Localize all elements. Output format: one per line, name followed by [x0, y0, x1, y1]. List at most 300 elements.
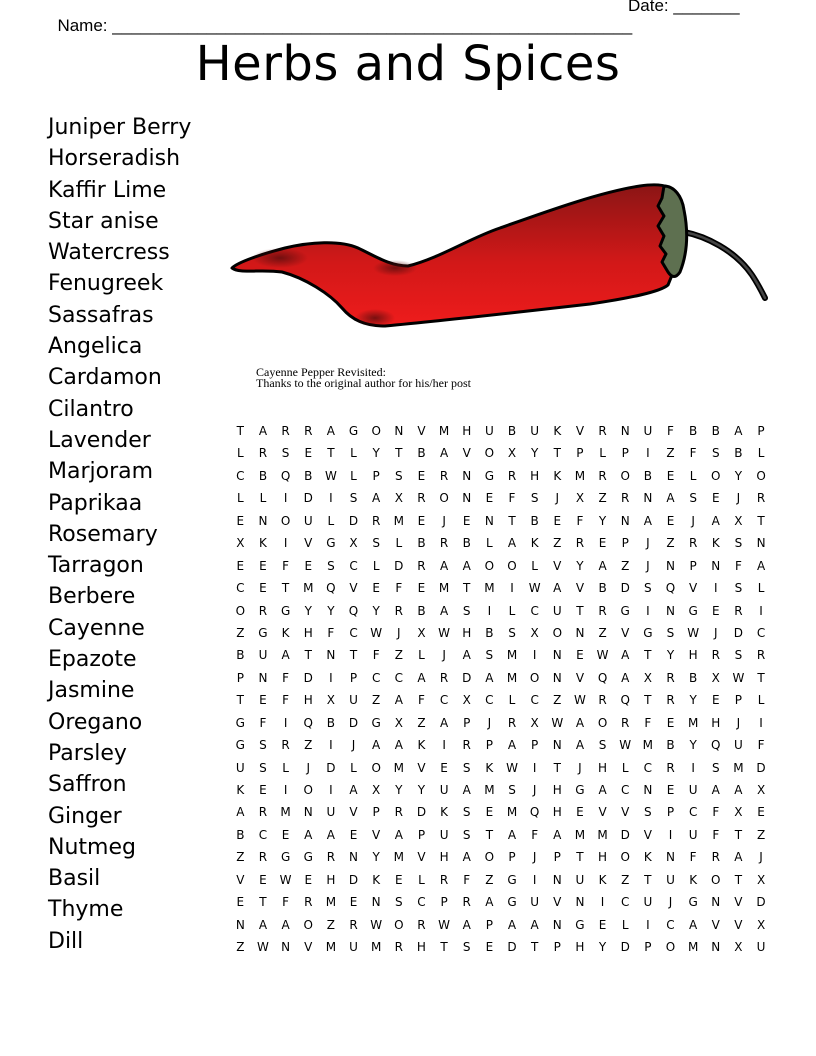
grid-letter: D — [394, 558, 404, 573]
grid-letter: D — [620, 940, 630, 955]
grid-letter: B — [689, 670, 698, 685]
grid-letter: D — [303, 670, 313, 685]
grid-letter: F — [644, 715, 652, 730]
grid-letter: W — [324, 468, 337, 483]
grid-letter: Z — [598, 491, 607, 506]
grid-letter: D — [348, 513, 359, 528]
grid-letter: B — [530, 513, 539, 528]
grid-letter: S — [734, 536, 743, 551]
grid-letter: Y — [576, 558, 584, 573]
grid-letter: C — [688, 805, 698, 820]
grid-letter: R — [258, 805, 268, 820]
grid-letter: I — [532, 872, 537, 887]
grid-letter: Z — [236, 625, 245, 640]
grid-letter: Z — [666, 446, 675, 461]
grid-letter: Z — [236, 850, 245, 865]
grid-letter: H — [575, 940, 585, 955]
grid-letter: A — [439, 446, 449, 461]
grid-letter: M — [325, 895, 337, 910]
grid-letter: K — [440, 805, 449, 820]
grid-letter: E — [349, 895, 358, 910]
grid-letter: P — [485, 738, 493, 753]
grid-letter: L — [395, 536, 403, 551]
grid-letter: Q — [665, 581, 676, 596]
grid-letter: R — [666, 760, 675, 775]
grid-letter: E — [395, 872, 403, 887]
grid-letter: H — [711, 715, 721, 730]
grid-letter: X — [756, 783, 766, 797]
grid-letter: N — [711, 558, 721, 573]
grid-letter: L — [282, 760, 289, 775]
grid-letter: N — [756, 536, 766, 551]
grid-letter: O — [529, 670, 540, 685]
grid-letter: L — [486, 536, 493, 551]
grid-letter: P — [553, 940, 561, 955]
grid-letter: H — [462, 625, 472, 640]
grid-letter: B — [417, 536, 426, 551]
grid-letter: W — [619, 738, 632, 753]
grid-letter: P — [485, 917, 493, 932]
word-list-item: Sassafras — [48, 302, 154, 328]
grid-letter: K — [711, 536, 720, 551]
grid-letter: M — [574, 468, 586, 483]
word-list-item: Cilantro — [48, 396, 134, 422]
grid-letter: N — [371, 895, 381, 910]
grid-letter: W — [257, 940, 269, 955]
word-search-grid — [229, 420, 772, 959]
grid-letter: T — [530, 940, 539, 955]
grid-letter: T — [644, 648, 652, 663]
grid-letter: A — [439, 715, 449, 730]
grid-letter: I — [487, 603, 492, 618]
grid-letter: U — [530, 424, 540, 438]
grid-letter: P — [621, 536, 629, 551]
grid-letter: R — [666, 670, 675, 685]
grid-letter: I — [646, 446, 650, 461]
grid-letter: L — [236, 446, 244, 461]
grid-letter: I — [329, 491, 333, 506]
grid-letter: I — [759, 715, 763, 730]
grid-letter: E — [259, 783, 267, 797]
grid-letter: G — [575, 917, 585, 932]
grid-letter: G — [484, 468, 495, 483]
grid-letter: H — [439, 850, 449, 865]
grid-letter: O — [394, 917, 404, 932]
grid-letter: R — [258, 446, 268, 461]
grid-letter: C — [417, 895, 426, 910]
grid-letter: L — [350, 446, 357, 461]
grid-letter: A — [575, 715, 585, 730]
grid-letter: U — [756, 940, 766, 955]
grid-letter: R — [621, 715, 630, 730]
grid-letter: X — [530, 715, 539, 730]
grid-letter: J — [736, 491, 741, 506]
grid-letter: E — [666, 715, 675, 730]
grid-letter: E — [666, 468, 675, 483]
grid-letter: M — [484, 581, 495, 596]
grid-letter: E — [485, 491, 494, 506]
grid-letter: I — [283, 783, 288, 797]
grid-letter: F — [282, 693, 290, 708]
grid-letter: V — [621, 625, 630, 640]
grid-letter: M — [484, 783, 495, 797]
word-list-item: Watercress — [48, 240, 170, 266]
grid-letter: J — [691, 513, 695, 528]
grid-letter: Q — [303, 715, 313, 730]
grid-letter: N — [462, 491, 472, 506]
grid-letter: V — [417, 760, 426, 775]
grid-letter: U — [258, 648, 268, 663]
word-list-item: Berbere — [48, 584, 136, 610]
grid-letter: S — [666, 625, 675, 640]
grid-letter: S — [689, 491, 697, 506]
grid-letter: E — [598, 536, 607, 551]
grid-letter: W — [573, 693, 586, 708]
grid-letter: C — [621, 783, 630, 797]
grid-letter: W — [370, 625, 383, 640]
grid-letter: Y — [689, 738, 697, 753]
grid-letter: A — [689, 917, 698, 932]
grid-letter: S — [644, 805, 652, 820]
grid-letter: J — [397, 625, 401, 640]
grid-letter: E — [349, 827, 358, 842]
grid-letter: X — [507, 446, 517, 461]
grid-letter: U — [688, 827, 698, 842]
grid-letter: M — [280, 805, 291, 820]
grid-letter: J — [714, 625, 718, 640]
grid-letter: R — [711, 850, 720, 865]
grid-letter: N — [258, 513, 268, 528]
word-list-item: Nutmeg — [48, 834, 136, 860]
grid-letter: H — [326, 872, 336, 887]
grid-letter: H — [688, 648, 698, 663]
grid-letter: J — [646, 536, 650, 551]
grid-letter: B — [462, 536, 471, 551]
grid-letter: S — [530, 491, 539, 506]
grid-letter: Z — [756, 827, 766, 842]
grid-letter: I — [532, 648, 537, 663]
grid-letter: E — [440, 760, 448, 775]
grid-letter: R — [371, 513, 381, 528]
grid-letter: I — [283, 715, 288, 730]
grid-letter: S — [598, 738, 607, 753]
word-list-item: Tarragon — [48, 553, 144, 579]
grid-letter: I — [532, 760, 537, 775]
grid-letter: N — [711, 940, 721, 955]
grid-letter: R — [598, 424, 607, 438]
grid-letter: R — [439, 468, 449, 483]
grid-letter: V — [462, 446, 471, 461]
grid-letter: T — [304, 648, 312, 663]
grid-letter: F — [463, 872, 471, 887]
grid-letter: E — [417, 468, 426, 483]
grid-letter: H — [416, 940, 426, 955]
grid-letter: C — [643, 760, 653, 775]
grid-letter: A — [462, 783, 471, 797]
grid-letter: O — [756, 468, 766, 483]
grid-letter: F — [372, 648, 380, 663]
grid-letter: A — [530, 917, 539, 932]
grid-letter: I — [646, 603, 650, 618]
grid-letter: T — [349, 648, 358, 663]
grid-letter: X — [756, 872, 766, 887]
grid-letter: P — [666, 805, 675, 820]
grid-letter: M — [506, 805, 518, 820]
grid-letter: V — [643, 827, 652, 842]
grid-letter: R — [417, 491, 426, 506]
grid-letter: U — [575, 872, 585, 887]
grid-letter: R — [304, 424, 313, 438]
grid-letter: N — [552, 872, 562, 887]
grid-letter: V — [553, 558, 562, 573]
grid-letter: E — [711, 693, 720, 708]
grid-letter: I — [329, 738, 333, 753]
grid-letter: Z — [236, 940, 245, 955]
grid-letter: V — [575, 581, 585, 596]
grid-letter: A — [258, 917, 268, 932]
grid-letter: A — [621, 648, 630, 663]
grid-letter: B — [326, 715, 335, 730]
grid-letter: O — [597, 715, 608, 730]
grid-letter: E — [666, 783, 675, 797]
word-list-item: Paprikaa — [48, 490, 143, 516]
word-list-item: Parsley — [48, 740, 127, 766]
grid-letter: S — [485, 648, 494, 663]
grid-letter: T — [236, 424, 244, 438]
grid-letter: O — [552, 625, 563, 640]
grid-letter: A — [326, 827, 335, 842]
grid-letter: Z — [485, 872, 494, 887]
grid-letter: E — [666, 513, 675, 528]
grid-letter: H — [462, 424, 472, 438]
grid-letter: C — [394, 670, 403, 685]
grid-letter: E — [259, 872, 267, 887]
grid-letter: K — [553, 424, 562, 438]
word-list-item: Horseradish — [48, 146, 181, 172]
grid-letter: R — [507, 468, 517, 483]
grid-letter: N — [484, 513, 494, 528]
grid-letter: H — [598, 850, 608, 865]
grid-letter: X — [394, 491, 403, 506]
grid-letter: C — [666, 917, 675, 932]
grid-letter: A — [258, 424, 268, 438]
grid-letter: L — [757, 446, 765, 461]
grid-letter: U — [688, 783, 698, 797]
grid-letter: B — [258, 468, 268, 483]
grid-letter: M — [687, 715, 699, 730]
grid-letter: W — [732, 670, 745, 685]
grid-letter: R — [439, 670, 449, 685]
grid-letter: P — [531, 738, 539, 753]
grid-letter: C — [756, 625, 766, 640]
grid-letter: A — [711, 513, 720, 528]
grid-letter: X — [394, 715, 403, 730]
grid-letter: M — [642, 738, 654, 753]
grid-letter: P — [757, 424, 765, 438]
grid-letter: E — [711, 491, 720, 506]
grid-letter: F — [734, 558, 742, 573]
grid-letter: D — [348, 872, 359, 887]
grid-letter: O — [484, 558, 495, 573]
grid-letter: K — [281, 625, 290, 640]
grid-letter: I — [646, 917, 650, 932]
grid-letter: P — [734, 693, 743, 708]
grid-letter: M — [506, 648, 518, 663]
grid-letter: G — [371, 715, 381, 730]
grid-letter: E — [576, 648, 584, 663]
grid-letter: G — [620, 603, 630, 618]
grid-letter: Y — [372, 850, 380, 865]
grid-letter: P — [689, 558, 697, 573]
grid-letter: A — [349, 783, 358, 797]
grid-letter: X — [734, 805, 743, 820]
grid-letter: N — [666, 558, 675, 573]
grid-letter: N — [575, 625, 585, 640]
grid-letter: E — [711, 603, 720, 618]
grid-letter: A — [462, 648, 471, 663]
date-field-label: Date: _______ — [628, 0, 740, 15]
grid-letter: Z — [553, 693, 562, 708]
grid-letter: R — [507, 715, 517, 730]
grid-letter: U — [734, 738, 743, 753]
grid-letter: N — [552, 917, 562, 932]
grid-letter: E — [757, 805, 765, 820]
grid-letter: J — [442, 513, 446, 528]
grid-letter: X — [711, 670, 720, 685]
grid-letter: D — [462, 670, 472, 685]
grid-letter: Y — [530, 446, 539, 461]
grid-letter: L — [621, 917, 629, 932]
grid-letter: G — [280, 850, 291, 865]
grid-letter: E — [417, 513, 426, 528]
grid-letter: Y — [689, 693, 697, 708]
grid-letter: N — [258, 670, 268, 685]
word-list-item: Thyme — [48, 897, 124, 923]
grid-letter: X — [326, 693, 335, 708]
word-list-item: Jasmine — [48, 678, 135, 704]
grid-letter: M — [506, 670, 518, 685]
grid-letter: G — [507, 895, 517, 910]
grid-letter: Y — [598, 940, 607, 955]
grid-letter: A — [439, 558, 449, 573]
grid-letter: C — [371, 670, 381, 685]
grid-letter: R — [394, 805, 403, 820]
grid-letter: A — [485, 670, 494, 685]
grid-letter: Q — [711, 738, 721, 753]
grid-letter: W — [687, 625, 700, 640]
grid-letter: T — [644, 872, 652, 887]
grid-letter: B — [643, 468, 652, 483]
grid-letter: M — [438, 424, 450, 438]
grid-letter: S — [462, 827, 471, 842]
grid-letter: F — [689, 446, 697, 461]
grid-letter: G — [688, 603, 698, 618]
grid-letter: O — [711, 872, 721, 887]
grid-letter: D — [507, 940, 517, 955]
grid-letter: O — [371, 760, 381, 775]
grid-letter: E — [462, 513, 471, 528]
grid-letter: A — [553, 581, 562, 596]
grid-letter: A — [281, 648, 290, 663]
grid-letter: F — [327, 625, 335, 640]
grid-letter: B — [417, 446, 426, 461]
grid-letter: A — [462, 558, 471, 573]
grid-letter: O — [484, 850, 495, 865]
grid-letter: A — [507, 827, 517, 842]
grid-letter: K — [598, 872, 607, 887]
grid-letter: S — [372, 536, 380, 551]
grid-letter: B — [236, 648, 245, 663]
grid-letter: C — [621, 895, 630, 910]
grid-letter: E — [485, 940, 494, 955]
grid-letter: E — [236, 513, 245, 528]
grid-letter: U — [235, 760, 245, 775]
grid-letter: N — [552, 648, 562, 663]
grid-letter: X — [417, 625, 426, 640]
grid-letter: V — [553, 895, 562, 910]
grid-letter: N — [643, 491, 653, 506]
grid-letter: K — [689, 872, 698, 887]
grid-letter: T — [327, 446, 335, 461]
grid-letter: P — [463, 715, 471, 730]
grid-letter: S — [281, 446, 290, 461]
grid-letter: R — [462, 895, 471, 910]
grid-letter: S — [644, 581, 652, 596]
grid-letter: S — [327, 558, 335, 573]
grid-letter: P — [621, 446, 629, 461]
word-list-item: Epazote — [48, 647, 137, 673]
grid-letter: S — [259, 738, 267, 753]
grid-letter: L — [757, 693, 765, 708]
grid-letter: W — [279, 872, 292, 887]
grid-letter: M — [393, 513, 404, 528]
grid-letter: L — [350, 468, 357, 483]
grid-letter: Z — [598, 625, 607, 640]
grid-letter: S — [394, 468, 403, 483]
grid-letter: F — [531, 827, 539, 842]
grid-letter: G — [688, 895, 698, 910]
grid-letter: R — [598, 603, 607, 618]
grid-letter: R — [462, 738, 471, 753]
grid-letter: K — [485, 760, 494, 775]
grid-letter: C — [530, 603, 539, 618]
grid-letter: W — [438, 625, 451, 640]
grid-letter: W — [596, 648, 609, 663]
name-field-label: Name: _______________________________________________________ — [57, 16, 633, 35]
grid-letter: J — [646, 558, 650, 573]
grid-letter: U — [349, 693, 358, 708]
grid-letter: S — [734, 581, 743, 596]
grid-letter: W — [370, 917, 383, 932]
grid-letter: A — [598, 783, 607, 797]
grid-letter: N — [552, 670, 562, 685]
grid-letter: V — [372, 827, 381, 842]
grid-letter: L — [508, 603, 516, 618]
grid-letter: A — [598, 558, 607, 573]
grid-letter: R — [258, 850, 268, 865]
grid-letter: A — [756, 558, 766, 573]
grid-letter: M — [393, 850, 404, 865]
grid-letter: K — [643, 850, 652, 865]
grid-letter: N — [711, 895, 721, 910]
word-list-item: Juniper Berry — [48, 115, 192, 140]
grid-letter: M — [438, 581, 450, 596]
grid-letter: L — [350, 760, 357, 775]
grid-letter: E — [236, 558, 245, 573]
grid-letter: W — [438, 917, 451, 932]
grid-letter: A — [236, 805, 245, 820]
grid-letter: U — [643, 895, 653, 910]
